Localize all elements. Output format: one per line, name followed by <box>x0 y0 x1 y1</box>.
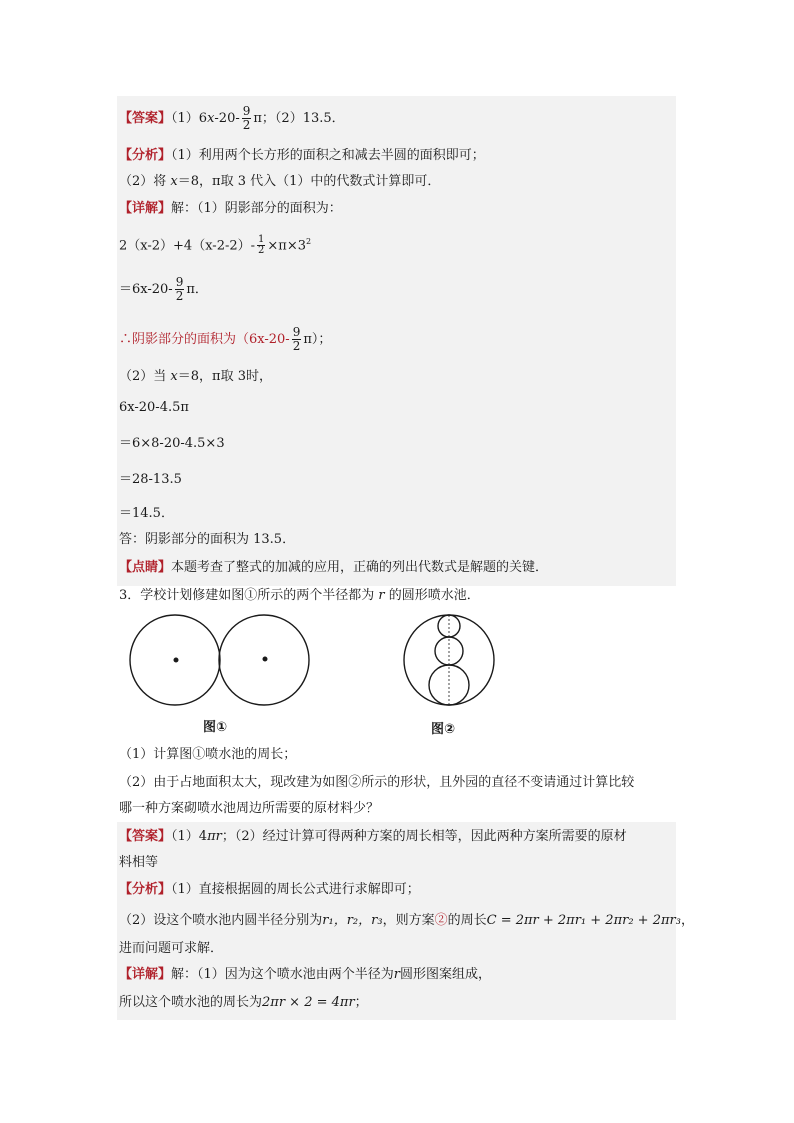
final-answer: 答：阴影部分的面积为 13.5． <box>119 532 296 547</box>
part2-line: （2）当 x＝8，π取 3时， <box>119 369 272 384</box>
answer3-line-2: 料相等 <box>119 855 159 870</box>
fraction: $\frac{9}{2}$ <box>242 104 251 132</box>
detail-line-1: 【详解】解：（1）阴影部分的面积为： <box>119 201 342 216</box>
fig2-label: 图② <box>431 722 456 737</box>
detail3-line-2: 所以这个喷水池的周长为2πr × 2 = 4πr； <box>119 995 368 1010</box>
calc-line-4: ＝14.5． <box>119 506 174 521</box>
expression-1: 2（x-2）+4（x-2-2）- $\frac{1}{2}$ $\times\pi\times 3^2$ <box>119 234 312 257</box>
detail3-line-1: 【详解】解：（1）因为这个喷水池由两个半径为r圆形图案组成， <box>119 967 492 982</box>
calc-line-2: ＝6×8-20-4.5×3 <box>119 436 225 451</box>
fig1-center-left <box>174 658 178 662</box>
fig2-small-circle <box>438 615 460 637</box>
analysis3-line-3: 进而问题可求解． <box>119 941 224 956</box>
analysis3-line-1: 【分析】（1）直接根据圆的周长公式进行求解即可； <box>119 882 420 897</box>
analysis3-line-2: （2）设这个喷水池内圆半径分别为r₁，r₂，r₃，则方案②的周长C = 2πr + 2πr₁ + 2πr₂ + 2πr₃， <box>119 913 694 928</box>
fig1-center-right <box>263 657 267 661</box>
figure-1 <box>130 615 309 705</box>
fraction: $\frac{9}{2}$ <box>175 275 184 303</box>
fraction: $\frac{9}{2}$ <box>292 325 301 353</box>
figure-2 <box>404 615 494 705</box>
question3-part2-line2: 哪一种方案砌喷水池周边所需要的原材料少？ <box>119 801 380 816</box>
conclusion-line: ∴阴影部分的面积为（6x-20- $\frac{9}{2}$ π）； <box>119 325 332 353</box>
expression-2: ＝6x-20- $\frac{9}{2}$ π． <box>119 275 208 303</box>
question3-part2-line1: （2）由于占地面积太大，现改建为如图②所示的形状，且外园的直径不变请通过计算比较 <box>119 775 635 790</box>
answer3-line-1: 【答案】（1）4πr；（2）经过计算可得两种方案的周长相等，因此两种方案所需要的原材 <box>119 829 627 844</box>
question3-stem: 3．学校计划修建如图①所示的两个半径都为 r 的圆形喷水池． <box>119 588 480 603</box>
calc-line-3: ＝28-13.5 <box>119 472 182 487</box>
analysis-line-2: （2）将 x＝8，π取 3 代入（1）中的代数式计算即可． <box>119 174 441 189</box>
answer-line: 【答案】（1）6x-20- $\frac{9}{2}$ π；（2）13.5． <box>119 104 345 132</box>
fraction: $\frac{1}{2}$ <box>258 234 265 257</box>
fig1-label: 图① <box>203 720 228 735</box>
comment-line: 【点睛】本题考查了整式的加减的应用，正确的列出代数式是解题的关键． <box>119 560 549 575</box>
calc-line-1: 6x-20-4.5π <box>119 400 189 415</box>
question3-part1: （1）计算图①喷水池的周长； <box>119 747 297 762</box>
analysis-line-1: 【分析】（1）利用两个长方形的面积之和减去半圆的面积即可； <box>119 148 485 163</box>
